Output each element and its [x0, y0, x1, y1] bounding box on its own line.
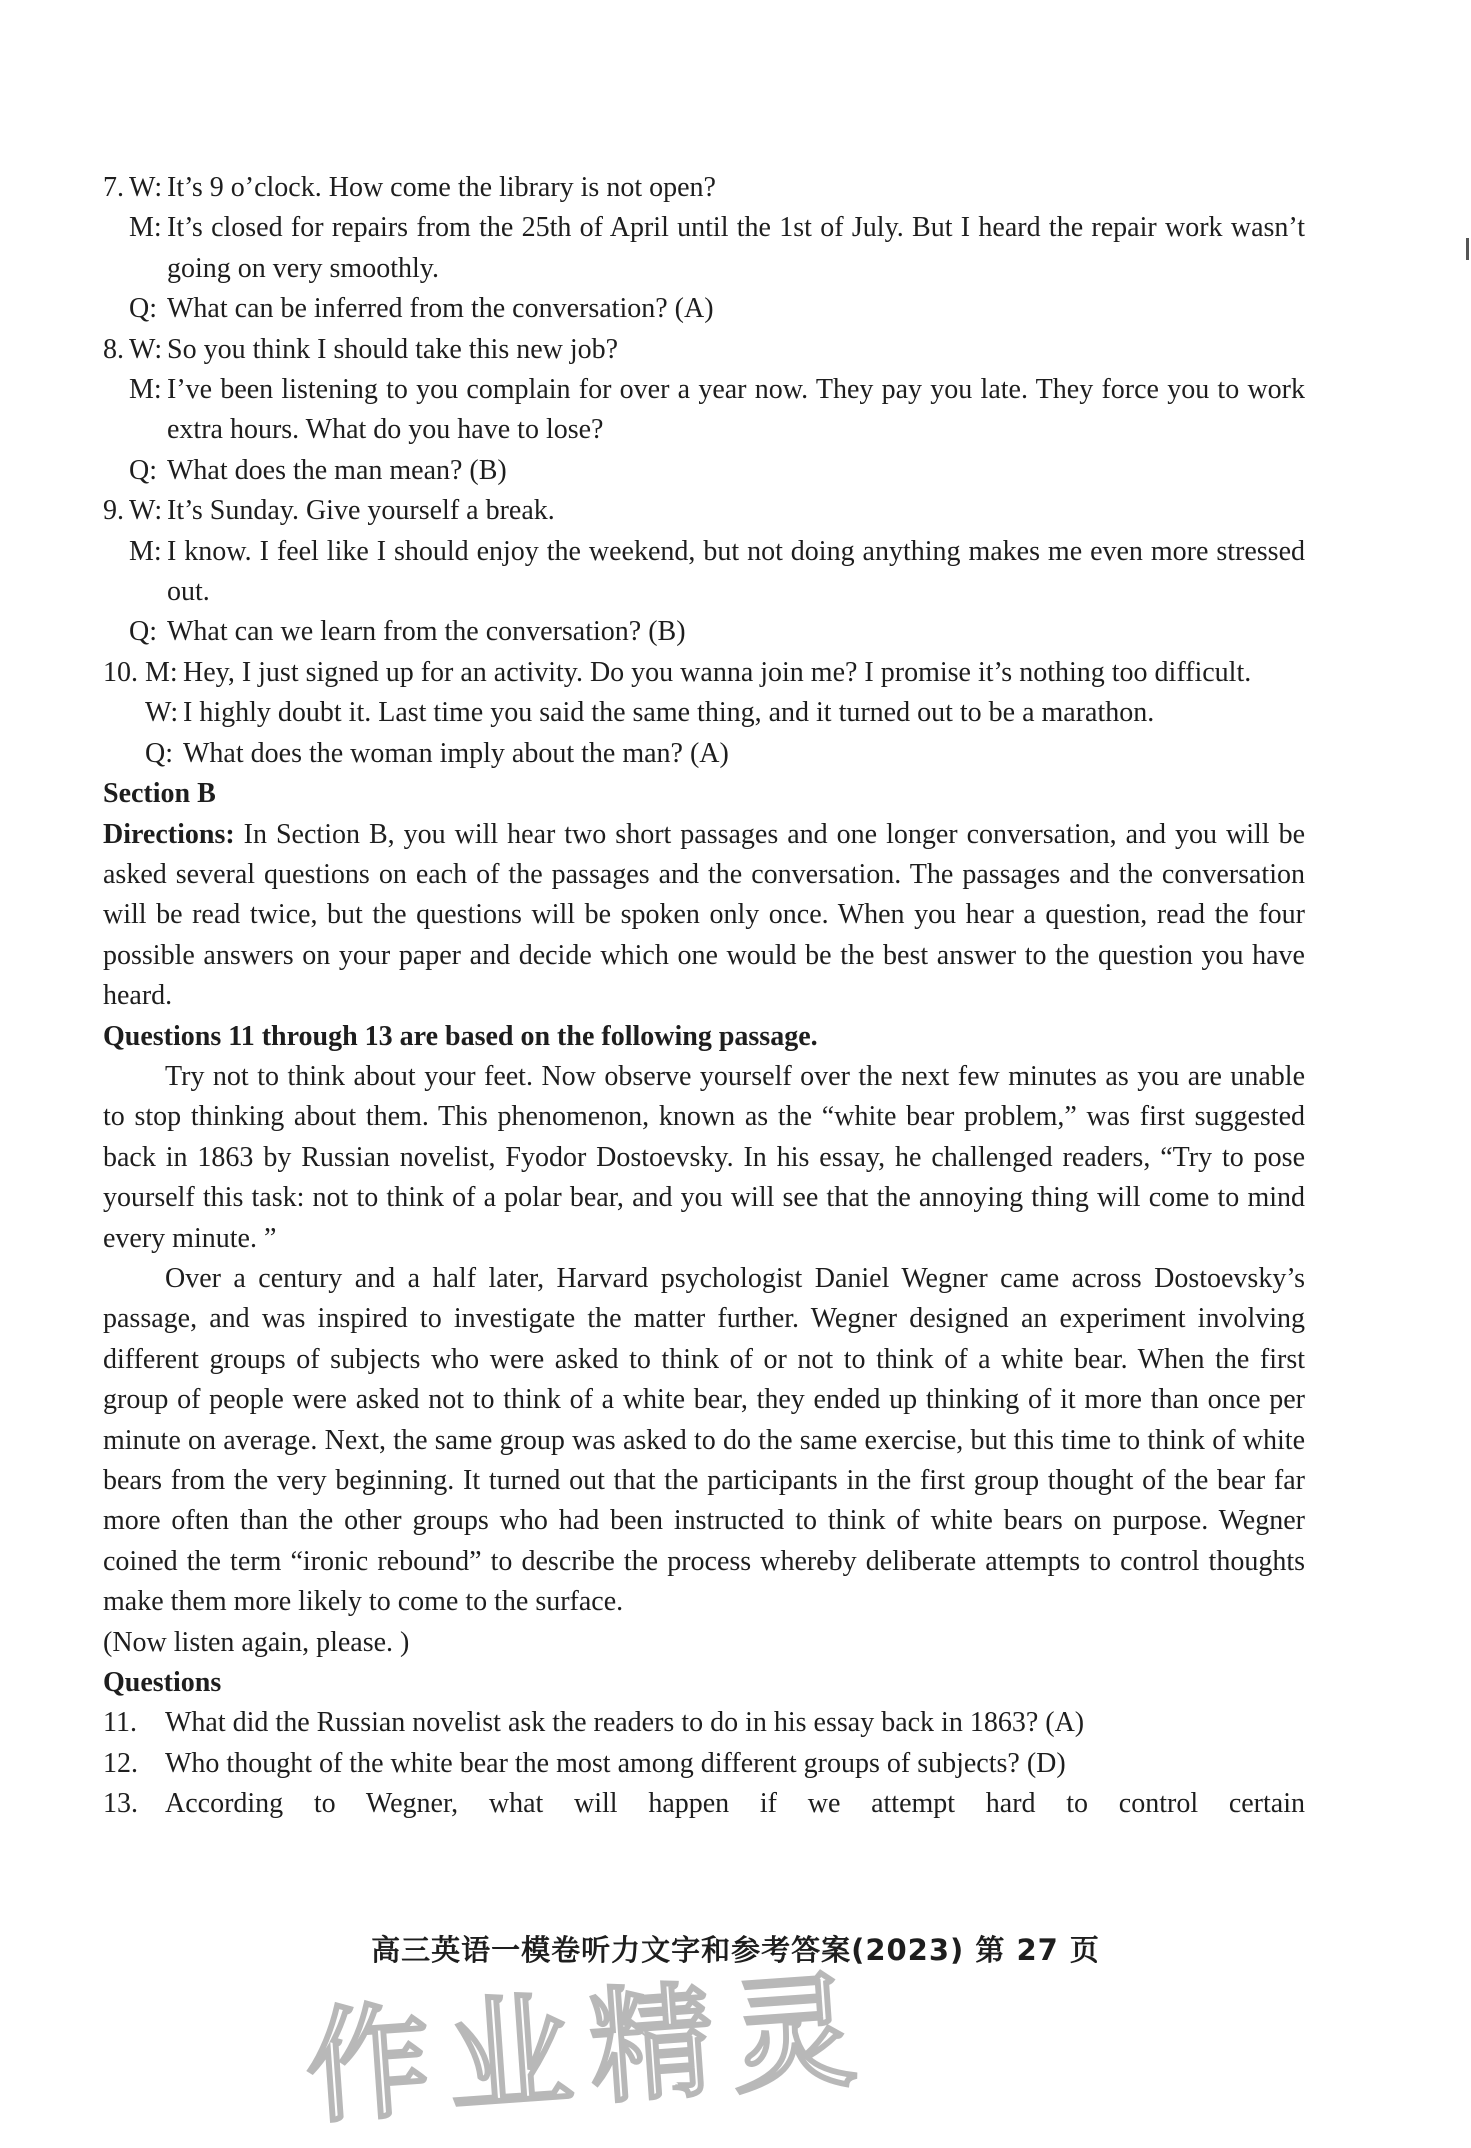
- dialogue-line: [129, 612, 1305, 652]
- dialogue-line: [129, 168, 1305, 208]
- speaker: Q:: [129, 454, 157, 486]
- line-text: What does the man mean? (B): [167, 454, 507, 486]
- question-text: What did the Russian novelist ask the readers to do in his essay back in 1863? (A): [165, 1707, 1085, 1739]
- directions-label: Directions:: [103, 818, 235, 850]
- dialogue-8: [103, 330, 1305, 492]
- dialogue-10: [103, 653, 1305, 774]
- passage-paragraph-1: Try not to think about your feet. Now observe yourself over the next few minutes as you are unable to stop thinking about them. This phenomenon, known as the “white bear problem,” was first suggested back in 1863 by Russian novelist, Fyodor Dostoevsky. In his essay, he challenged readers, “Try to pose yourself this task: not to think of a polar bear, and you will see that the annoying thing will come to mind every minute. ”: [103, 1060, 1305, 1254]
- speaker: M:: [145, 656, 178, 688]
- line-text: Hey, I just signed up for an activity. Do you wanna join me? I promise it’s nothing too difficult.: [183, 656, 1252, 688]
- speaker: M:: [129, 374, 162, 406]
- dialogue-line: [129, 289, 1305, 329]
- dialogue-9: [103, 491, 1305, 653]
- line-text: It’s 9 o’clock. How come the library is not open?: [167, 172, 716, 203]
- section-heading: Section B: [103, 778, 216, 810]
- questions-heading: Questions: [103, 1667, 222, 1699]
- question-number: 11.: [103, 1707, 137, 1739]
- dialogue-line: [145, 734, 1305, 774]
- passage-heading: Questions 11 through 13 are based on the following passage.: [103, 1020, 818, 1052]
- speaker: Q:: [145, 737, 173, 769]
- speaker: Q:: [129, 616, 157, 648]
- margin-mark: [1466, 238, 1469, 260]
- dialogue-line: [129, 491, 1305, 531]
- dialogue-7: [103, 168, 1305, 330]
- question-item: [103, 1744, 1305, 1784]
- line-text: I know. I feel like I should enjoy the weekend, but not doing anything makes me even more stressed out.: [167, 535, 1305, 608]
- speaker: W:: [129, 172, 163, 203]
- dialogue-line: [129, 330, 1305, 370]
- dialogue-number: 7.: [103, 172, 124, 203]
- listen-again-note: (Now listen again, please. ): [103, 1626, 410, 1658]
- dialogue-line: [129, 208, 1305, 289]
- line-text: It’s Sunday. Give yourself a break.: [167, 495, 555, 527]
- page-content: [103, 168, 1305, 1825]
- question-number: 12.: [103, 1747, 138, 1779]
- line-text: I highly doubt it. Last time you said the same thing, and it turned out to be a marathon.: [183, 697, 1155, 729]
- line-text: What can we learn from the conversation? (B): [167, 616, 686, 648]
- dialogue-line: [129, 370, 1305, 451]
- dialogue-line: [129, 532, 1305, 613]
- question-item: [103, 1784, 1305, 1824]
- dialogue-number: 9.: [103, 495, 124, 527]
- passage-paragraph-2: Over a century and a half later, Harvard psychologist Daniel Wegner came across Dostoevsky’s passage, and was inspired to investigate the matter further. Wegner designed an experiment involving different groups of subjects who were asked to think of or not to think of a white bear. When the first group of people were asked not to think of a white bear, they ended up thinking of it more than once per minute on average. Next, the same group was asked to do the same exercise, but this time to think of white bears from the very beginning. It turned out that the participants in the first group thought of the bear far more often than the other groups who had been instructed to think of white bears on purpose. Wegner coined the term “ironic rebound” to describe the process whereby deliberate attempts to control thoughts make them more likely to come to the surface.: [103, 1262, 1305, 1618]
- question-number: 13.: [103, 1788, 138, 1820]
- dialogue-line: [145, 693, 1305, 733]
- watermark: 作业精灵: [301, 1958, 879, 2142]
- question-item: [103, 1703, 1305, 1743]
- line-text: I’ve been listening to you complain for over a year now. They pay you late. They force you to work extra hours. What do you have to lose?: [167, 374, 1305, 446]
- speaker: W:: [145, 697, 179, 729]
- directions-text: In Section B, you will hear two short passages and one longer conversation, and you will be asked several questions on each of the passages and the conversation. The passages and the conversation will be read twice, but the questions will be spoken only once. When you hear a question, read the four possible answers on your paper and decide which one would be the best answer to the question you have heard.: [103, 818, 1305, 1012]
- dialogue-number: 10.: [103, 656, 138, 688]
- dialogue-number: 8.: [103, 333, 124, 365]
- line-text: What can be inferred from the conversation? (A): [167, 293, 714, 325]
- speaker: M:: [129, 212, 162, 244]
- speaker: M:: [129, 535, 162, 567]
- question-text: Who thought of the white bear the most among different groups of subjects? (D): [165, 1747, 1066, 1779]
- line-text: It’s closed for repairs from the 25th of April until the 1st of July. But I heard the repair work wasn’t going on very smoothly.: [167, 212, 1305, 284]
- line-text: What does the woman imply about the man? (A): [183, 737, 729, 769]
- page-footer: 高三英语一模卷听力文字和参考答案(2023) 第 27 页: [371, 1933, 1100, 1967]
- line-text: So you think I should take this new job?: [167, 333, 619, 365]
- speaker: Q:: [129, 293, 157, 325]
- dialogue-line: [145, 653, 1305, 693]
- directions: [103, 815, 1305, 1017]
- question-text: According to Wegner, what will happen if we attempt hard to control certain: [165, 1788, 1305, 1820]
- speaker: W:: [129, 495, 163, 527]
- speaker: W:: [129, 333, 163, 365]
- dialogue-line: [129, 451, 1305, 491]
